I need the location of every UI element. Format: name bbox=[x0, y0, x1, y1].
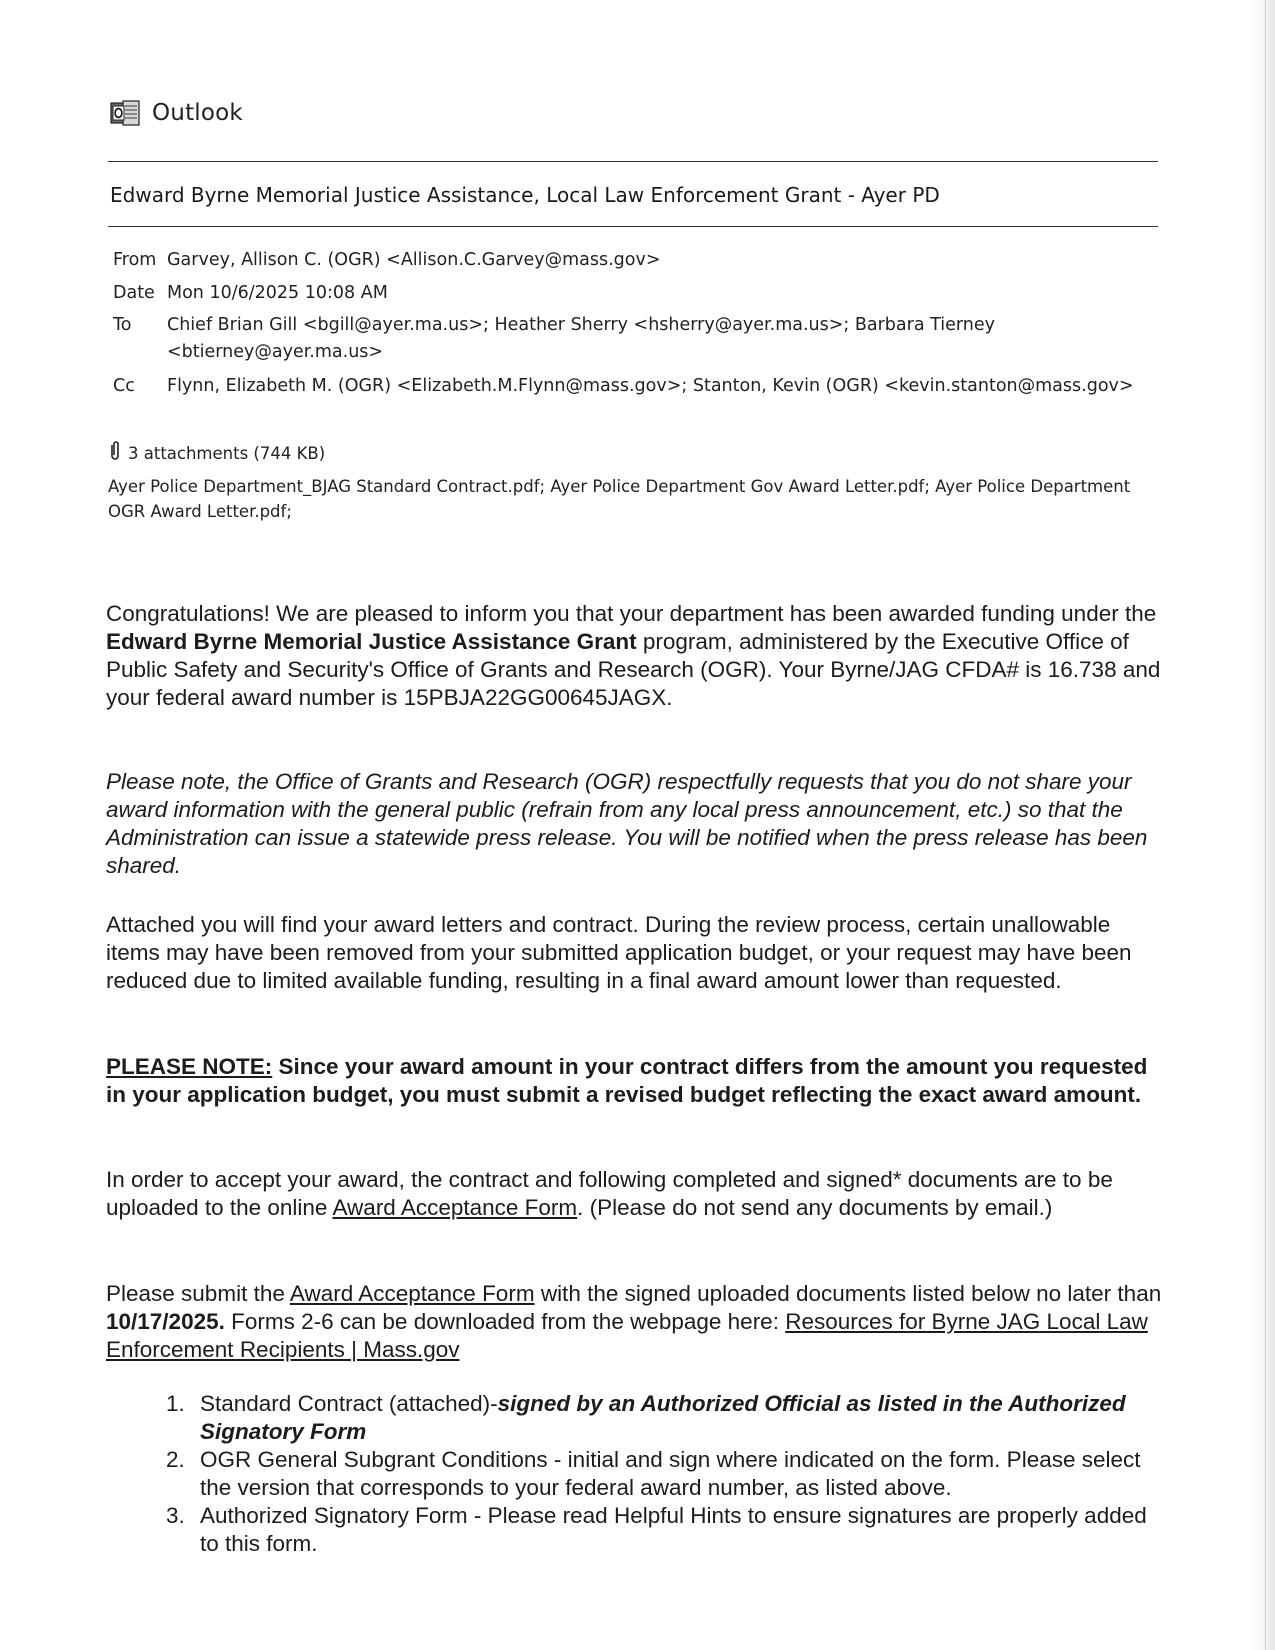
resources-link[interactable]: Resources for Byrne JAG Local Law Enforcement Recipients | Mass.gov bbox=[106, 1309, 1148, 1362]
list-item-text: Standard Contract (attached)- bbox=[200, 1391, 498, 1416]
list-item-text: Authorized Signatory Form - Please read Helpful Hints to ensure signatures are properly added to this form. bbox=[200, 1503, 1147, 1556]
p6-text-b: with the signed uploaded documents listed below no later than bbox=[534, 1281, 1162, 1306]
list-number: 2. bbox=[166, 1447, 185, 1472]
to-value-continued: <btierney@ayer.ma.us> bbox=[167, 342, 384, 362]
list-item bbox=[166, 1502, 1166, 1558]
body-paragraph-attached: Attached you will find your award letters and contract. During the review process, certain unallowable items may have been removed from your submitted application budget, or your request may have been reduced due to limited available funding, resulting in a final award amount lower than requested. bbox=[106, 912, 1132, 993]
to-label: To bbox=[113, 315, 132, 335]
p5-text-a: In order to accept your award, the contract and following completed and signed* documents are to be uploaded to the online bbox=[106, 1167, 1113, 1220]
p5-text-b: . (Please do not send any documents by email.) bbox=[577, 1195, 1053, 1220]
to-value: Chief Brian Gill <bgill@ayer.ma.us>; Heather Sherry <hsherry@ayer.ma.us>; Barbara Tierney bbox=[167, 315, 995, 335]
from-value: Garvey, Allison C. (OGR) <Allison.C.Garvey@mass.gov> bbox=[167, 250, 661, 270]
date-value: Mon 10/6/2025 10:08 AM bbox=[167, 283, 388, 303]
list-item bbox=[166, 1390, 1166, 1446]
outlook-icon bbox=[110, 100, 140, 126]
app-name: Outlook bbox=[152, 100, 243, 126]
meta-to-row bbox=[113, 315, 995, 335]
app-header bbox=[110, 100, 243, 126]
p1-text-a: Congratulations! We are pleased to inform you that your department has been awarded funding under the bbox=[106, 601, 1157, 626]
scan-edge bbox=[1251, 0, 1275, 1650]
required-documents-list bbox=[166, 1390, 1166, 1558]
deadline-date: 10/17/2025. bbox=[106, 1309, 225, 1334]
body-paragraph-please-note bbox=[106, 1053, 1166, 1109]
body-paragraph-accept bbox=[106, 1166, 1166, 1222]
please-note-text: Since your award amount in your contract differs from the amount you requested in your application budget, you must submit a revised budget reflecting the exact award amount. bbox=[106, 1054, 1148, 1107]
list-item bbox=[166, 1446, 1166, 1502]
header-divider-top bbox=[108, 161, 1158, 162]
email-subject: Edward Byrne Memorial Justice Assistance, Local Law Enforcement Grant - Ayer PD bbox=[110, 183, 940, 207]
meta-cc-row bbox=[113, 376, 1134, 396]
p6-text-c: Forms 2-6 can be downloaded from the webpage here: bbox=[224, 1309, 786, 1334]
program-name: Edward Byrne Memorial Justice Assistance Grant bbox=[106, 629, 637, 654]
cc-label: Cc bbox=[113, 376, 135, 396]
attachments-count: 3 attachments (744 KB) bbox=[128, 443, 326, 463]
meta-from-row bbox=[113, 250, 661, 270]
body-paragraph-congratulations bbox=[106, 600, 1166, 712]
attachments-summary bbox=[108, 440, 325, 466]
meta-date-row bbox=[113, 283, 388, 303]
award-acceptance-form-link[interactable]: Award Acceptance Form bbox=[332, 1195, 578, 1220]
list-item-text: OGR General Subgrant Conditions - initial and sign where indicated on the form. Please select the version that corresponds to your federal award number, as listed above. bbox=[200, 1447, 1141, 1500]
p6-text-a: Please submit the bbox=[106, 1281, 290, 1306]
attachments-list: Ayer Police Department_BJAG Standard Contract.pdf; Ayer Police Department Gov Award Letter.pdf; Ayer Police Department OGR Award Letter.pdf; bbox=[108, 477, 1131, 521]
p1-text-c: program, administered by the Executive Office of Public Safety and Security's Office of Grants and Research (OGR). Your Byrne/JAG CFDA# is 16.738 and your federal award number is 15PBJA22GG00645JAGX. bbox=[106, 629, 1161, 710]
list-number: 3. bbox=[166, 1503, 185, 1528]
award-acceptance-form-link-2[interactable]: Award Acceptance Form bbox=[289, 1281, 535, 1306]
body-paragraph-submit bbox=[106, 1280, 1166, 1364]
paperclip-icon bbox=[108, 440, 122, 466]
body-paragraph-press-note: Please note, the Office of Grants and Research (OGR) respectfully requests that you do not share your award information with the general public (refrain from any local press announcement, etc.) so that the Administration can issue a statewide press release. You will be notified when the press release has been shared. bbox=[106, 769, 1148, 878]
cc-value: Flynn, Elizabeth M. (OGR) <Elizabeth.M.Flynn@mass.gov>; Stanton, Kevin (OGR) <kevin.stanton@mass.gov> bbox=[167, 376, 1134, 396]
header-divider-bottom bbox=[108, 226, 1158, 227]
list-number: 1. bbox=[166, 1391, 185, 1416]
list-item-emphasis: signed by an Authorized Official as listed in the Authorized Signatory Form bbox=[200, 1391, 1126, 1444]
please-note-label: PLEASE NOTE: bbox=[106, 1054, 273, 1079]
from-label: From bbox=[113, 250, 157, 270]
date-label: Date bbox=[113, 283, 155, 303]
